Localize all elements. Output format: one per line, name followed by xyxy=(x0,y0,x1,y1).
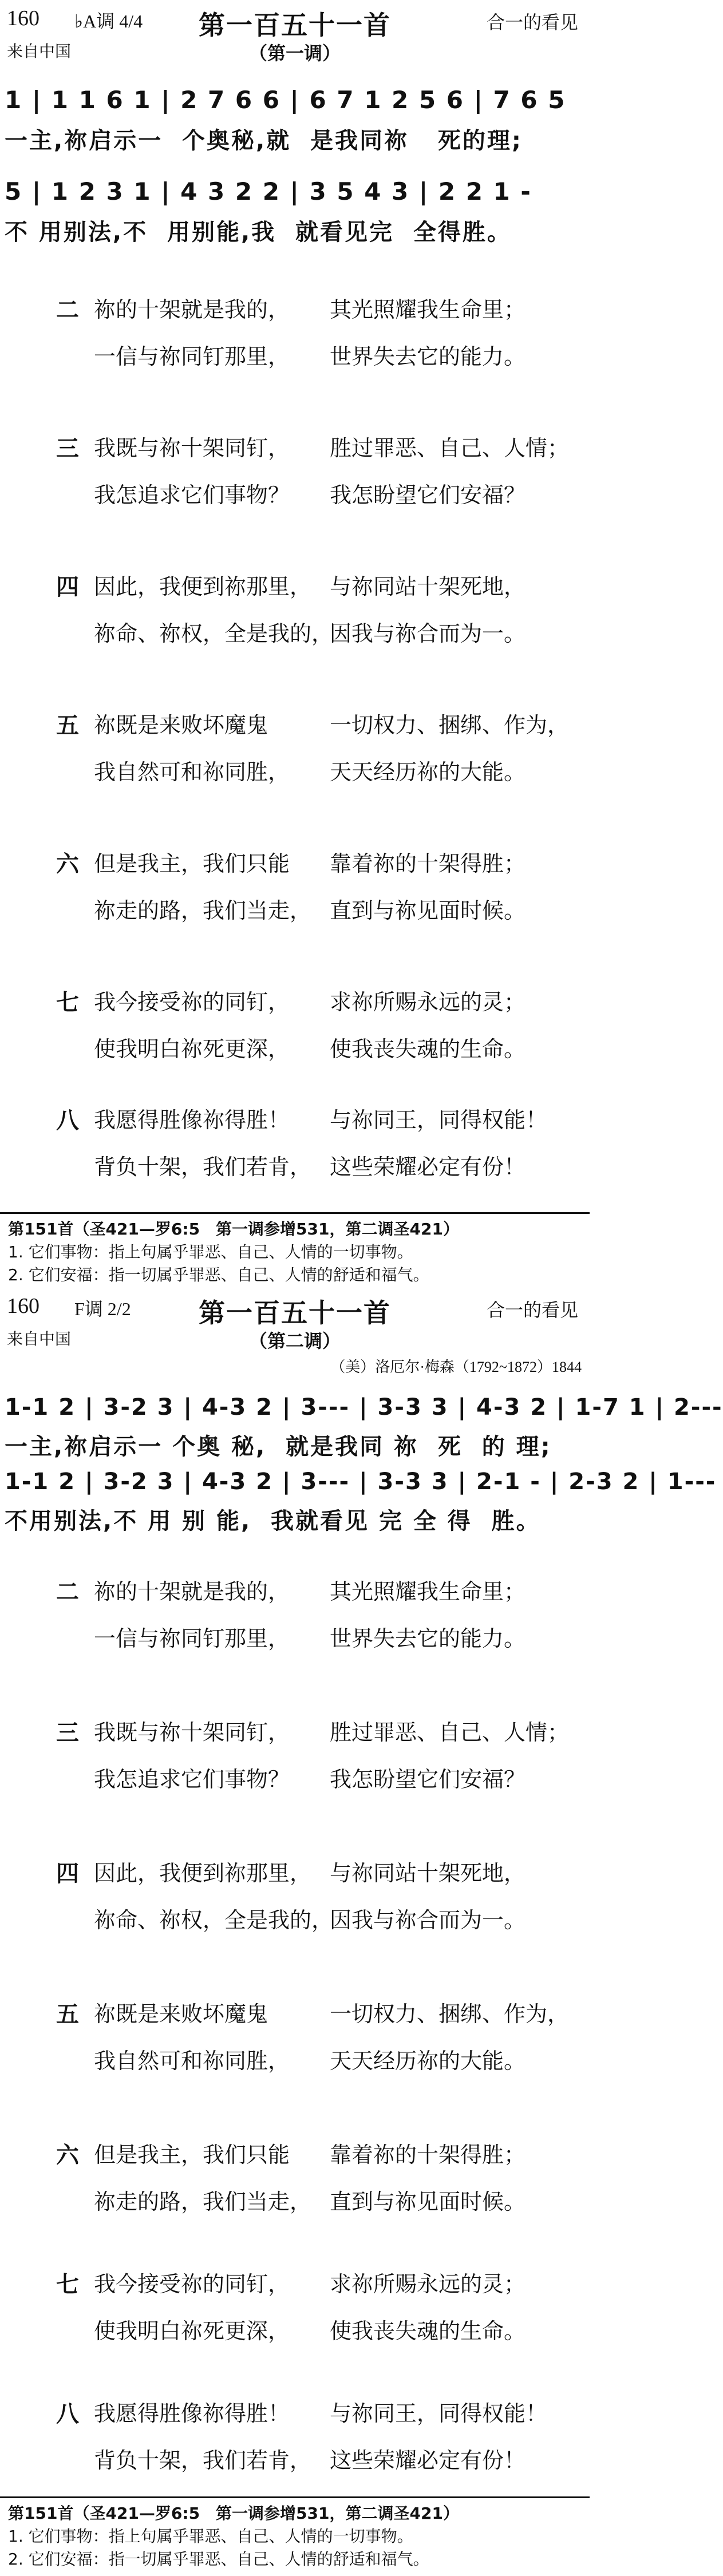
verse-line: 天天经历祢的大能。 xyxy=(330,759,526,785)
verse-line: 使我明白祢死更深， xyxy=(94,2318,290,2344)
verse-line: 祢命、祢权，全是我的， xyxy=(94,621,334,646)
hymn-title: 第一百五十一首 xyxy=(199,1297,391,1328)
footnote-reference: 第151首（圣421—罗6:5 第一调参增531，第二调圣421） xyxy=(8,1220,459,1238)
footnote-note-1: 1. 它们事物：指上句属乎罪恶、自己、人情的一切事物。 xyxy=(8,2527,413,2546)
music-notes-line-2: 5 | 1 2 3 1 | 4 3 2 2 | 3 5 4 3 | 2 2 1 - xyxy=(5,177,532,205)
verse-7 xyxy=(0,984,590,1082)
verse-line: 我愿得胜像祢得胜！ xyxy=(94,1107,290,1133)
tune-subtitle: （第一调） xyxy=(248,42,341,64)
verse-number: 六 xyxy=(56,2142,79,2169)
verse-number: 七 xyxy=(56,2272,79,2298)
verse-line: 直到与祢见面时候。 xyxy=(330,898,526,923)
verse-line: 但是我主，我们只能 xyxy=(94,851,290,876)
verse-4 xyxy=(0,1855,590,1953)
verse-line: 祢的十架就是我的， xyxy=(94,297,290,322)
tune-subtitle: （第二调） xyxy=(248,1330,341,1352)
verse-line: 我怎追求它们事物？ xyxy=(94,1767,290,1792)
composer-credit: （美）洛厄尔·梅森（1792~1872）1844 xyxy=(330,1359,582,1375)
verse-line: 我今接受祢的同钉， xyxy=(94,990,290,1015)
verse-2 xyxy=(0,1574,590,1671)
verse-line: 我自然可和祢同胜， xyxy=(94,759,290,785)
page-number: 160 xyxy=(7,6,39,30)
verse-line: 我怎盼望它们安福？ xyxy=(330,1767,526,1792)
verse-line: 祢命、祢权，全是我的， xyxy=(94,1908,334,1933)
tune-name: 合一的看见 xyxy=(486,1299,578,1321)
verse-8 xyxy=(0,2396,590,2493)
verse-number: 五 xyxy=(56,713,79,739)
verse-line: 与祢同王，同得权能！ xyxy=(330,2401,548,2426)
music-notes-line-2: 1-1 2 | 3-2 3 | 4-3 2 | 3--- | 3-3 3 | 2-1 - | 2-3 2 | 1--- xyxy=(5,1469,717,1495)
verse-line: 祢的十架就是我的， xyxy=(94,1579,290,1604)
music-notes-line-1: 1-1 2 | 3-2 3 | 4-3 2 | 3--- | 3-3 3 | 4-3 2 | 1-7 1 | 2--- xyxy=(5,1394,723,1420)
verse-5 xyxy=(0,707,590,805)
verse-5 xyxy=(0,1996,590,2094)
verse-line: 使我丧失魂的生命。 xyxy=(330,1036,526,1062)
music-lyrics-line-2: 不用别法,不 用 别 能, 我就看见 完 全 得 胜。 xyxy=(5,1508,541,1534)
verse-line: 我愿得胜像祢得胜！ xyxy=(94,2401,290,2426)
verse-number: 七 xyxy=(56,990,79,1016)
verse-line: 我今接受祢的同钉， xyxy=(94,2272,290,2297)
verse-line: 祢走的路，我们当走， xyxy=(94,898,312,923)
tune-name: 合一的看见 xyxy=(486,11,578,33)
verse-3 xyxy=(0,1715,590,1812)
hymn-page-first-tune xyxy=(0,0,590,1288)
verse-line: 求祢所赐永远的灵； xyxy=(330,2272,526,2297)
verse-8 xyxy=(0,1102,590,1200)
verse-line: 我怎盼望它们安福？ xyxy=(330,482,526,508)
footnote-note-2: 2. 它们安福：指一切属乎罪恶、自己、人情的舒适和福气。 xyxy=(8,2550,429,2569)
verse-line: 靠着祢的十架得胜； xyxy=(330,2142,526,2167)
key-signature: ♭A调 4/4 xyxy=(74,11,143,31)
verse-number: 二 xyxy=(56,1579,79,1605)
verse-2 xyxy=(0,292,590,389)
verse-line: 我既与祢十架同钉， xyxy=(94,1720,290,1745)
verse-number: 八 xyxy=(56,1107,79,1134)
verse-line: 这些荣耀必定有份！ xyxy=(330,1154,526,1180)
verse-line: 这些荣耀必定有份！ xyxy=(330,2448,526,2473)
footnote xyxy=(8,1218,582,1287)
page-header xyxy=(0,0,590,86)
verse-number: 五 xyxy=(56,2001,79,2028)
verse-number: 四 xyxy=(56,1861,79,1887)
music-lyrics-line-2: 不 用别法,不 用别能,我 就看见完 全得胜。 xyxy=(5,219,512,246)
verse-line: 求祢所赐永远的灵； xyxy=(330,990,526,1015)
verse-number: 三 xyxy=(56,1720,79,1746)
verse-line: 使我明白祢死更深， xyxy=(94,1036,290,1062)
hymn-title: 第一百五十一首 xyxy=(199,10,391,41)
verse-line: 其光照耀我生命里； xyxy=(330,1579,526,1604)
key-signature: F调 2/2 xyxy=(74,1299,131,1319)
verse-line: 与祢同站十架死地， xyxy=(330,1861,526,1886)
page-header xyxy=(0,1288,590,1374)
verse-line: 祢既是来败坏魔鬼 xyxy=(94,2001,268,2027)
verse-line: 天天经历祢的大能。 xyxy=(330,2048,526,2074)
verse-line: 使我丧失魂的生命。 xyxy=(330,2318,526,2344)
verse-line: 世界失去它的能力。 xyxy=(330,1626,526,1651)
verse-line: 靠着祢的十架得胜； xyxy=(330,851,526,876)
music-notes-line-1: 1 | 1 1 6 1 | 2 7 6 6 | 6 7 1 2 5 6 | 7 6 5 xyxy=(5,86,566,114)
verse-line: 与祢同站十架死地， xyxy=(330,574,526,599)
hymn-page-second-tune xyxy=(0,1288,723,2575)
verse-line: 因此，我便到祢那里， xyxy=(94,1861,312,1886)
verse-line: 一切权力、捆绑、作为， xyxy=(330,2001,570,2027)
footnote xyxy=(8,2502,582,2571)
verse-line: 我既与祢十架同钉， xyxy=(94,436,290,461)
verse-number: 二 xyxy=(56,297,79,323)
verse-line: 与祢同王，同得权能！ xyxy=(330,1107,548,1133)
origin-label: 来自中国 xyxy=(7,42,72,61)
verse-line: 因我与祢合而为一。 xyxy=(330,621,526,646)
verse-line: 因我与祢合而为一。 xyxy=(330,1908,526,1933)
verse-line: 一信与祢同钉那里， xyxy=(94,344,290,369)
verse-line: 背负十架，我们若肯， xyxy=(94,2448,312,2473)
verse-number: 三 xyxy=(56,436,79,462)
footnote-note-2: 2. 它们安福：指一切属乎罪恶、自己、人情的舒适和福气。 xyxy=(8,1265,429,1284)
verse-number: 四 xyxy=(56,574,79,600)
music-lyrics-line-1: 一主,祢启示一 个奥秘,就 是我同祢 死的理; xyxy=(5,128,523,154)
footnote-divider xyxy=(0,1212,590,1214)
origin-label: 来自中国 xyxy=(7,1329,72,1348)
footnote-reference: 第151首（圣421—罗6:5 第一调参增531，第二调圣421） xyxy=(8,2504,459,2523)
verse-line: 一切权力、捆绑、作为， xyxy=(330,713,570,738)
verse-line: 背负十架，我们若肯， xyxy=(94,1154,312,1180)
verse-number: 六 xyxy=(56,851,79,877)
verse-line: 世界失去它的能力。 xyxy=(330,344,526,369)
music-lyrics-line-1: 一主,祢启示一 个奥 秘, 就是我同 祢 死 的 理; xyxy=(5,1434,552,1460)
verse-line: 其光照耀我生命里； xyxy=(330,297,526,322)
verse-line: 祢走的路，我们当走， xyxy=(94,2189,312,2214)
verse-line: 一信与祢同钉那里， xyxy=(94,1626,290,1651)
verse-6 xyxy=(0,846,590,943)
verse-7 xyxy=(0,2266,590,2364)
footnote-note-1: 1. 它们事物：指上句属乎罪恶、自己、人情的一切事物。 xyxy=(8,1243,413,1261)
verse-3 xyxy=(0,430,590,528)
verse-line: 胜过罪恶、自己、人情； xyxy=(330,1720,570,1745)
verse-line: 我自然可和祢同胜， xyxy=(94,2048,290,2074)
verse-line: 因此，我便到祢那里， xyxy=(94,574,312,599)
verse-4 xyxy=(0,569,590,666)
verse-line: 直到与祢见面时候。 xyxy=(330,2189,526,2214)
verse-line: 祢既是来败坏魔鬼 xyxy=(94,713,268,738)
page-number: 160 xyxy=(7,1294,39,1318)
footnote-divider xyxy=(0,2496,590,2498)
verse-line: 胜过罪恶、自己、人情； xyxy=(330,436,570,461)
verse-6 xyxy=(0,2137,590,2234)
verse-number: 八 xyxy=(56,2401,79,2427)
verse-line: 我怎追求它们事物？ xyxy=(94,482,290,508)
verse-line: 但是我主，我们只能 xyxy=(94,2142,290,2167)
